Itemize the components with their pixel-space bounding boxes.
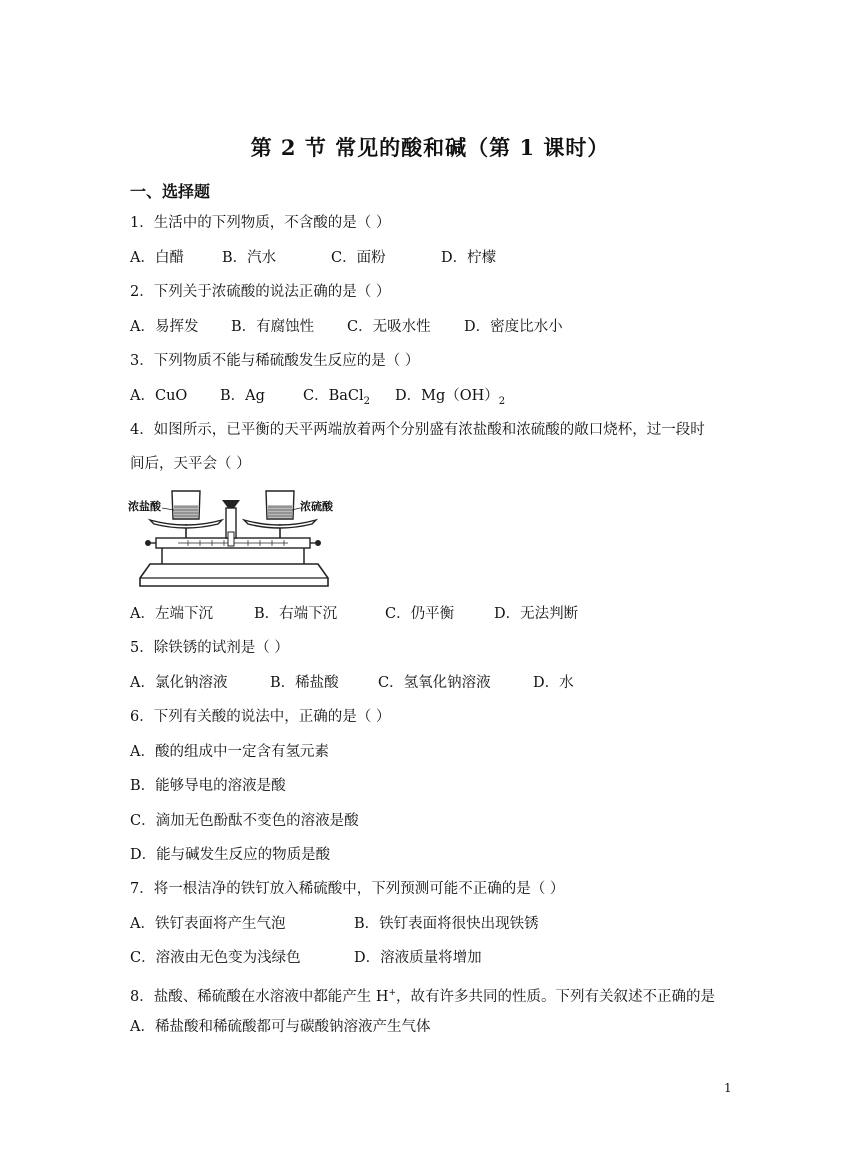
question-6-option-c: C．滴加无色酚酞不变色的溶液是酸 xyxy=(130,813,359,829)
section-heading: 一、选择题 xyxy=(130,182,211,201)
question-5-stem: 5．除铁锈的试剂是（ ） xyxy=(130,640,289,656)
question-4-option-a: A．左端下沉 xyxy=(130,606,213,622)
question-2-option-c: C．无吸水性 xyxy=(347,319,431,335)
figure-label-left: 浓盐酸 xyxy=(128,500,161,513)
question-4-option-d: D．无法判断 xyxy=(494,606,579,622)
question-8-option-a: A．稀盐酸和稀硫酸都可与碳酸钠溶液产生气体 xyxy=(130,1019,431,1035)
question-4-stem-line-2: 间后，天平会（ ） xyxy=(130,456,251,472)
question-2-option-a: A．易挥发 xyxy=(130,319,199,335)
question-4-stem-line-1: 4．如图所示，已平衡的天平两端放着两个分别盛有浓盐酸和浓硫酸的敞口烧杯，过一段时 xyxy=(130,422,705,438)
question-2-option-d: D．密度比水小 xyxy=(464,319,563,335)
question-6-stem: 6．下列有关酸的说法中，正确的是（ ） xyxy=(130,709,391,725)
question-3-option-c: C．BaCl$_2$ xyxy=(303,388,371,407)
question-3-stem: 3．下列物质不能与稀硫酸发生反应的是（ ） xyxy=(130,353,420,369)
question-1-option-c: C．面粉 xyxy=(331,250,386,266)
question-5-option-c: C．氢氧化钠溶液 xyxy=(378,675,491,691)
question-2-option-b: B．有腐蚀性 xyxy=(231,319,315,335)
balance-scale-figure xyxy=(128,486,340,590)
question-6-option-b: B．能够导电的溶液是酸 xyxy=(130,778,286,794)
question-3-option-b: B．Ag xyxy=(220,388,265,404)
question-5-option-b: B．稀盐酸 xyxy=(270,675,339,691)
page-number: 1 xyxy=(724,1081,732,1095)
question-7-option-b: B．铁钉表面将很快出现铁锈 xyxy=(354,916,539,932)
question-5-option-d: D．水 xyxy=(533,675,574,691)
question-3-option-a: A．CuO xyxy=(130,388,188,404)
question-7-option-a: A．铁钉表面将产生气泡 xyxy=(130,916,286,932)
question-8-stem: 8．盐酸、稀硫酸在水溶液中都能产生 H+，故有许多共同的性质。下列有关叙述不正确的是 xyxy=(130,988,716,1005)
question-4-option-b: B．右端下沉 xyxy=(254,606,338,622)
question-7-option-c: C．溶液由无色变为浅绿色 xyxy=(130,950,301,966)
page-title: 第 2 节 常见的酸和碱（第 1 课时） xyxy=(250,135,610,160)
question-1-stem: 1．生活中的下列物质，不含酸的是（ ） xyxy=(130,215,391,231)
question-4-option-c: C．仍平衡 xyxy=(385,606,455,622)
question-1-option-d: D．柠檬 xyxy=(441,250,497,266)
question-2-stem: 2．下列关于浓硫酸的说法正确的是（ ） xyxy=(130,284,391,300)
question-5-option-a: A．氯化钠溶液 xyxy=(130,675,228,691)
question-3-option-d: D．$Mg(OH)_2$ xyxy=(395,388,506,407)
question-6-option-d: D．能与碱发生反应的物质是酸 xyxy=(130,847,331,863)
question-6-option-a: A．酸的组成中一定含有氢元素 xyxy=(130,744,329,760)
question-7-option-d: D．溶液质量将增加 xyxy=(354,950,482,966)
figure-label-right: 浓硫酸 xyxy=(300,500,333,513)
question-1-option-a: A．白醋 xyxy=(130,250,184,266)
question-1-option-b: B．汽水 xyxy=(222,250,277,266)
question-7-stem: 7．将一根洁净的铁钉放入稀硫酸中，下列预测可能不正确的是（ ） xyxy=(130,881,565,897)
